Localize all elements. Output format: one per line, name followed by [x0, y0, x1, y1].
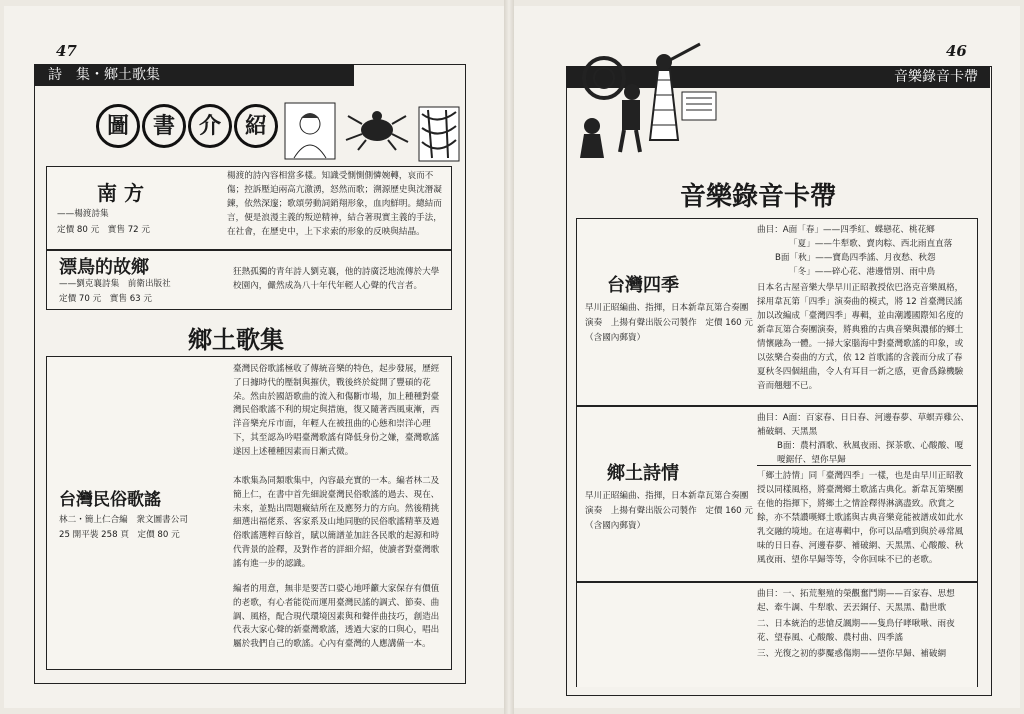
album-card — [576, 582, 978, 687]
album-title: 台灣四季 — [607, 275, 679, 296]
book-editors: 林二・簡上仁合編 衆文圖書公司 — [59, 515, 188, 525]
album-track-line: 曲目：一、拓荒墾殖的榮觀奮鬥期——百家春、思想起、牽牛調、牛犁歌、丟丟銅仔、天黑黑、勸世歌 — [757, 589, 955, 613]
book-description: 楊渡的詩內容相當多樣。知識受惻惻側憐婉轉，哀而不傷；控訴壓迫兩高亢激湧，怒然而歌；溯源歷史與沈潛凝鍊，依然深邃；歌頌勞動詞銷翔形象，血肉鮮明。總結而言，便是浪漫主義的叛逆精神，結合著現實主義的手法，在社會，在歷史中，上下求索的形象的反映與結晶。 — [227, 171, 442, 237]
album-track-line: 曲目：A面：百家春、日日春、河邊春夢、草螟弄雞公、補破網、天黑黑 — [757, 413, 970, 437]
book-description: 編者的用意，無非是要苦口婆心地呼籲大家保存有價值的老歌，有心者能從而運用臺灣民謠的調式、節奏、曲調、風格，配合現代環境因素與和聲伴曲技巧，創造出代表大家心聲的新臺灣歌謠，透過大家的口與心，唱出屬於我們自己的歌謠。心內有臺灣的人應講備一本。 — [233, 584, 440, 650]
book-description: 本歌集為同類歌集中，內容最充實的一本。編者林二及簡上仁，在書中首先細說臺灣民俗歌謠的過去、現在、未來，並點出問題癥結所在及應努力的方向。然後精挑細選出福佬系、客家系及山地同胞的民俗歌謠精華及過俗歌謠選粹百餘首，賦以簡譜並加註各民歌的起源和時代背景的詮釋，及對作者的詳細介紹，使讀者對臺灣歌謠有進一步的認識。 — [233, 476, 440, 569]
ornament-illustration — [418, 106, 460, 162]
album-card — [576, 406, 978, 582]
book-subtitle: ——劉克襄詩集 前衛出版社 — [59, 279, 171, 289]
album-track-line: 「夏」——牛犁歌、賣肉粽、西北雨直直落 — [789, 239, 953, 249]
book-gutter — [504, 0, 514, 714]
album-credits: 早川正昭編曲、指揮，日本新韋瓦第合奏團演奏 上揚有聲出版公司製作 定價 160 元（含國內郵資） — [585, 491, 753, 531]
page-number: 47 — [56, 42, 77, 60]
banner-char-2: 書 — [142, 104, 186, 148]
section-header-label: 詩 集・鄉土歌集 — [48, 67, 160, 83]
section-header-label: 音樂錄音卡帶 — [894, 69, 978, 85]
album-description: 「鄉土詩情」同「臺灣四季」一樣，也是由早川正昭教授以同樣風格，將臺灣鄉土歌謠古典化。新韋瓦第樂團在他的指揮下，將鄉土之情詮釋得淋漓盡致。欣賞之餘，亦不禁讚嘆鄉土歌謠與古典音樂竟能被譜成如此水乳交融的境地。在這專輯中，你可以品嚐到與於尋常風味的日日春、河邊春夢、補破網、天黑黑、心酸酸、秋風夜雨、望你早歸等等，令你回味不已的老歌。 — [757, 471, 964, 565]
album-track-line: 三、光復之初的夢魘惑傷期——望你早歸、補破網 — [757, 649, 947, 659]
section-title: 音樂錄音卡帶 — [680, 182, 837, 212]
left-page — [4, 6, 504, 708]
book-description: 臺灣民俗歌謠極收了傳統音樂的特色，起步發展，歷經了日據時代的壓制與摧伏，戰後終於綻開了豐碩的花朵。然由於國語歌曲的流入和傷斷市場，加上種種對臺灣民俗歌謠不利的規定與措施，復又隨著西風東漸，西洋音樂充斥市面，年輕人在被扭曲的心態和崇洋心理下，其至認為吟唱臺灣歌謠有降低身份之嫌，臺灣歌謠遂因上述種種因素而日漸式微。 — [233, 364, 440, 457]
album-credits: 早川正昭編曲、指揮，日本新韋瓦第合奏團演奏 上揚有聲出版公司製作 定價 160 元（含國內郵資） — [585, 303, 753, 343]
book-price: 25 開平裝 258 頁 定價 80 元 — [59, 530, 180, 540]
book-price: 定價 70 元 實售 63 元 — [59, 294, 152, 304]
book-title: 漂鳥的故鄉 — [59, 257, 149, 278]
album-track-line: 二、日本統治的悲愴反諷期——隻鳥仔哮啾啾、雨夜花、望春風、心酸酸、農村曲、四季謠 — [757, 619, 955, 643]
album-title: 鄉土詩情 — [607, 463, 679, 484]
book-description: 狂熱孤獨的青年詩人劉克襄，他的詩廣泛地流傳於大學校園內，儼然成為八十年代年輕人心聲的代言者。 — [233, 267, 440, 291]
album-card — [576, 218, 978, 406]
page-number: 46 — [946, 42, 967, 60]
banner-char-3: 介 — [188, 104, 232, 148]
banner-char-4: 紹 — [234, 104, 278, 148]
banner-char-1: 圖 — [96, 104, 140, 148]
divider — [757, 465, 971, 466]
album-description: 日本名古屋音樂大學早川正昭教授依巴洛克音樂風格，採用韋瓦第「四季」演奏曲的模式，將 12 首臺灣民謠加以改編成「臺灣四季」專輯，並由潮護國際知名度的新韋瓦第合奏團演奏，將典雅的古典音樂與濃郁的鄉土情懷融為一體。一掃大家腦海中對臺灣歌謠的印象，或以弦樂合奏曲的方式，依 12 首歌謠的含義而分成了春夏秋冬四個組曲，令人有耳目一新之感，更會爲錄機驗音而翹翹不已。 — [757, 283, 964, 391]
book-price: 定價 80 元 實售 72 元 — [57, 225, 150, 235]
section-header — [34, 64, 354, 86]
right-page — [514, 6, 1020, 708]
book-card — [46, 356, 452, 670]
album-track-line: B面「秋」——寶島四季謠、月夜愁、秋怨 — [775, 253, 936, 263]
book-title: 台灣民俗歌謠 — [59, 490, 161, 510]
book-card — [46, 166, 452, 250]
orchestra-illustration — [570, 40, 720, 164]
album-track-line: B面：農村酒歌、秋風夜雨、探茶歌、心酸酸、嗄嗄鋸仔、望你早歸 — [777, 441, 964, 465]
book-card — [46, 250, 452, 310]
portrait-illustration — [284, 102, 336, 160]
album-track-line: 曲目：A面「春」——四季紅、蝶戀花、桃花鄉 — [757, 225, 935, 235]
book-intro-banner — [96, 102, 276, 152]
album-track-line: 「冬」——碎心花、港邊惜別、雨中鳥 — [789, 267, 936, 277]
book-subtitle: ——楊渡詩集 — [57, 209, 109, 219]
book-title: 南 方 — [97, 181, 144, 205]
beetle-illustration — [344, 106, 410, 152]
section-title: 鄉土歌集 — [188, 325, 284, 354]
